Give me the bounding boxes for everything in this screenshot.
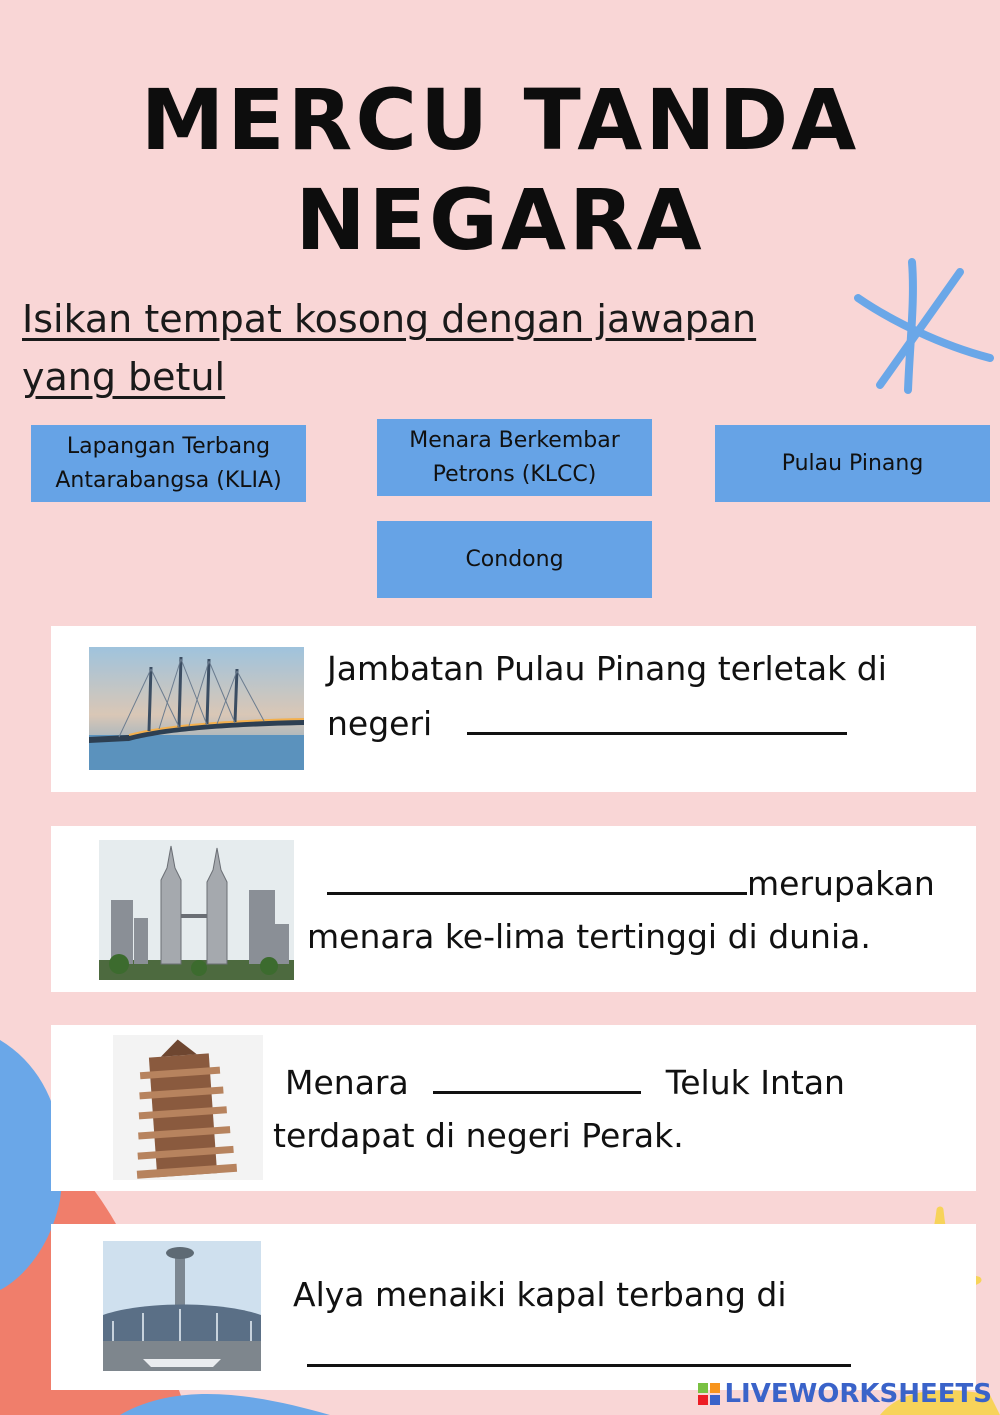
answer-blank-2[interactable] <box>327 856 747 895</box>
airport-photo <box>103 1241 261 1371</box>
answer-blank-4[interactable] <box>307 1328 851 1367</box>
choice-label: Menara Berkembar Petrons (KLCC) <box>409 427 620 487</box>
question-4-line-1: Alya menaiki kapal terbang di <box>293 1275 787 1314</box>
choice-label: Condong <box>465 546 564 572</box>
choice-klia[interactable] <box>31 425 306 502</box>
question-3-prefix: Menara <box>285 1063 409 1102</box>
question-1-prefix: negeri <box>327 704 433 743</box>
choice-label: Lapangan Terbang Antarabangsa (KLIA) <box>55 433 282 493</box>
liveworksheets-logo-icon <box>698 1383 720 1405</box>
question-card-2 <box>51 826 976 992</box>
choice-klcc[interactable] <box>377 419 652 496</box>
title-line-1: MERCU TANDA <box>140 71 860 169</box>
question-card-1 <box>51 626 976 792</box>
title-line-2: NEGARA <box>295 171 705 269</box>
liveworksheets-brand <box>698 1379 992 1409</box>
question-1-line-1: Jambatan Pulau Pinang terletak di <box>327 649 887 688</box>
page-title <box>0 70 1000 270</box>
answer-blank-3[interactable] <box>433 1055 641 1094</box>
question-4-line-2 <box>307 1328 851 1383</box>
question-card-4 <box>51 1224 976 1390</box>
twin-towers-photo <box>99 840 294 980</box>
question-card-3 <box>51 1025 976 1191</box>
question-3-line-2: terdapat di negeri Perak. <box>273 1116 684 1155</box>
question-1-line-2 <box>327 696 847 751</box>
choice-condong[interactable] <box>377 521 652 598</box>
brand-text: LIVEWORKSHEETS <box>724 1379 992 1409</box>
question-3-suffix: Teluk Intan <box>665 1063 845 1102</box>
asterisk-icon <box>858 262 990 390</box>
choice-label: Pulau Pinang <box>781 450 924 476</box>
question-3-line-1 <box>285 1055 845 1110</box>
choice-pulau-pinang[interactable] <box>715 425 990 502</box>
question-2-line-2: menara ke-lima tertinggi di dunia. <box>307 917 871 956</box>
question-2-suffix: merupakan <box>747 864 935 903</box>
leaning-tower-photo <box>113 1035 263 1180</box>
bridge-photo <box>89 647 304 770</box>
question-2-line-1 <box>327 856 935 911</box>
answer-blank-1[interactable] <box>467 696 847 735</box>
instruction-text: Isikan tempat kosong dengan jawapan yang betul <box>22 297 757 399</box>
